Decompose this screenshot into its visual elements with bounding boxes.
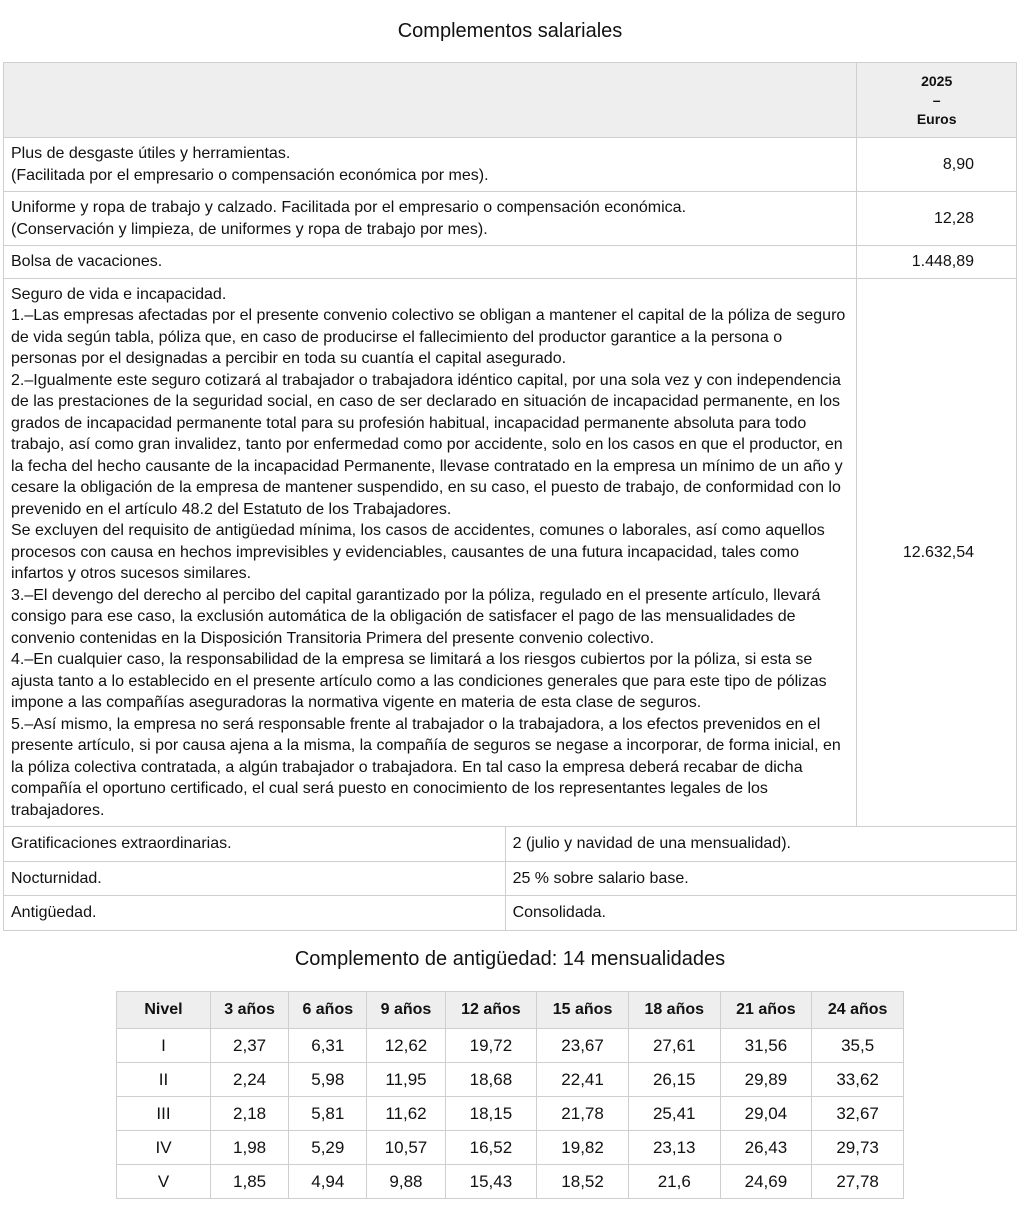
desc-line: 4.–En cualquier caso, la responsabilidad de la empresa se limitará a los riesgos cubiertos por la póliza, si esta se ajusta tanto a lo establecido en el presente artículo como a las condiciones generales que para este tipo de pólizas impone a las compañías aseguradoras la normativa vigente en materia de esta clase de seguros.: [11, 651, 827, 711]
desc-line: 1.–Las empresas afectadas por el presente convenio colectivo se obligan a mantener el capital de la póliza de seguro de vida según tabla, póliza que, en caso de producirse el fallecimiento del productor garantice a la persona o personas por el designadas a percibir en toda su cuantía el capital asegurado.: [11, 307, 846, 367]
value-cell: 2,18: [211, 1097, 289, 1131]
table-row: [4, 192, 1017, 246]
table-row: [4, 278, 1017, 827]
row-description: [4, 138, 857, 192]
value-cell: 21,78: [537, 1097, 629, 1131]
value-cell: 6,31: [289, 1029, 367, 1063]
column-header: 9 años: [367, 992, 445, 1029]
value-cell: 26,43: [720, 1131, 812, 1165]
column-header: 21 años: [720, 992, 812, 1029]
value-cell: 19,72: [445, 1029, 537, 1063]
value-cell: 33,62: [812, 1063, 904, 1097]
value-cell: 10,57: [367, 1131, 445, 1165]
value-cell: 18,68: [445, 1063, 537, 1097]
value-cell: 29,73: [812, 1131, 904, 1165]
desc-line: 3.–El devengo del derecho al percibo del capital garantizado por la póliza, regulado en el presente artículo, llevará consigo para ese caso, la exclusión automática de la obligación de satisfacer el pago de las mensualidades de convenio contenidas en la Disposición Transitoria Primera del presente convenio colectivo.: [11, 586, 821, 647]
value-cell: 24,69: [720, 1165, 812, 1199]
value-cell: 11,62: [367, 1097, 445, 1131]
value-cell: 5,29: [289, 1131, 367, 1165]
desc-line: 5.–Así mismo, la empresa no será responsable frente al trabajador o la trabajadora, a los efectos prevenidos en el presente artículo, si por causa ajena a la misma, la compañía de seguros se negase a incorporar, de forma inicial, en la póliza colectiva contratada, a algún trabajador o trabajadora. En tal caso la empresa deberá recabar de dicha compañía el oportuno certificado, el cual será puesto en conocimiento de los representantes legales de los trabajadores.: [11, 715, 841, 819]
value-cell: 31,56: [720, 1029, 812, 1063]
column-header: 18 años: [628, 992, 720, 1029]
value-cell: 32,67: [812, 1097, 904, 1131]
table-row: [4, 896, 1017, 931]
value-cell: 27,78: [812, 1165, 904, 1199]
table-header-row: [4, 63, 1017, 138]
table-row: [117, 1097, 904, 1131]
value-cell: 21,6: [628, 1165, 720, 1199]
antiguedad-title: Complemento de antigüedad: 14 mensualidades: [294, 948, 726, 970]
table-row: [4, 827, 1017, 862]
value-cell: 26,15: [628, 1063, 720, 1097]
complementos-title: Complementos salariales: [397, 20, 623, 42]
header-blank-cell: [4, 63, 857, 138]
complementos-table: [3, 62, 1017, 931]
value-cell: 22,41: [537, 1063, 629, 1097]
row-value: 8,90: [857, 138, 1017, 192]
desc-line: Uniforme y ropa de trabajo y calzado. Facilitada por el empresario o compensación económica.: [11, 199, 687, 216]
desc-line: Seguro de vida e incapacidad.: [11, 285, 227, 303]
column-header: 12 años: [445, 992, 537, 1029]
nivel-cell: III: [117, 1097, 211, 1131]
nivel-cell: V: [117, 1165, 211, 1199]
value-cell: 18,15: [445, 1097, 537, 1131]
table-row: [117, 1063, 904, 1097]
column-header: 24 años: [812, 992, 904, 1029]
row-value: 12,28: [857, 192, 1017, 246]
column-header: 6 años: [289, 992, 367, 1029]
value-cell: 15,43: [445, 1165, 537, 1199]
column-header: Nivel: [117, 992, 211, 1029]
nivel-cell: IV: [117, 1131, 211, 1165]
desc-line: (Facilitada por el empresario o compensación económica por mes).: [11, 166, 489, 184]
header-year-cell: [857, 63, 1017, 138]
value-cell: 27,61: [628, 1029, 720, 1063]
value-cell: 29,89: [720, 1063, 812, 1097]
column-header: 15 años: [537, 992, 629, 1029]
pair-value: 2 (julio y navidad de una mensualidad).: [505, 827, 1016, 862]
row-description: [4, 278, 857, 827]
value-cell: 11,95: [367, 1063, 445, 1097]
pair-label: Gratificaciones extraordinarias.: [4, 827, 506, 862]
pair-label: Nocturnidad.: [4, 861, 506, 896]
value-cell: 5,81: [289, 1097, 367, 1131]
table-row: [4, 246, 1017, 279]
row-value: 12.632,54: [857, 278, 1017, 827]
value-cell: 1,85: [211, 1165, 289, 1199]
value-cell: 5,98: [289, 1063, 367, 1097]
value-cell: 19,82: [537, 1131, 629, 1165]
value-cell: 23,13: [628, 1131, 720, 1165]
row-description: [4, 192, 857, 246]
pair-label: Antigüedad.: [4, 896, 506, 931]
value-cell: 18,52: [537, 1165, 629, 1199]
table-row: [117, 1029, 904, 1063]
pair-value: 25 % sobre salario base.: [505, 861, 1016, 896]
header-dash: –: [932, 91, 941, 108]
table-row: [4, 861, 1017, 896]
value-cell: 9,88: [367, 1165, 445, 1199]
antiguedad-table: [116, 991, 904, 1199]
desc-line: Se excluyen del requisito de antigüedad mínima, los casos de accidentes, comunes o laborales, así como aquellos procesos con causa en hechos imprevisibles y evidenciables, causantes de una futura incapacidad, tales como infartos y otros sucesos similares.: [11, 522, 825, 582]
table-row: [117, 1131, 904, 1165]
desc-line: (Conservación y limpieza, de uniformes y ropa de trabajo por mes).: [11, 220, 488, 238]
row-description: Bolsa de vacaciones.: [4, 246, 857, 279]
header-year: 2025: [921, 72, 953, 89]
value-cell: 2,24: [211, 1063, 289, 1097]
nivel-cell: I: [117, 1029, 211, 1063]
pair-value: Consolidada.: [505, 896, 1016, 931]
value-cell: 2,37: [211, 1029, 289, 1063]
table-header-row: [117, 992, 904, 1029]
desc-line: Plus de desgaste útiles y herramientas.: [11, 145, 291, 162]
table-row: [4, 138, 1017, 192]
value-cell: 12,62: [367, 1029, 445, 1063]
header-unit: Euros: [916, 110, 957, 127]
nivel-cell: II: [117, 1063, 211, 1097]
column-header: 3 años: [211, 992, 289, 1029]
value-cell: 25,41: [628, 1097, 720, 1131]
desc-line: 2.–Igualmente este seguro cotizará al trabajador o trabajadora idéntico capital, por una sola vez y con independencia de las prestaciones de la seguridad social, en caso de ser declarado en situación de incapacidad permanente, en los grados de incapacidad permanente total para su profesión habitual, incapacidad permanente absoluta para todo trabajo, así como gran invalidez, tanto por enfermedad como por accidente, solo en los casos en que el productor, en la fecha del hecho causante de la incapacidad Permanente, llevase contratado en la empresa un mínimo de un año y cesare la obligación de la empresa de mantener suspendido, en su caso, el puesto de trabajo, de conformidad con lo prevenido en el artículo 48.2 del Estatuto de los Trabajadores.: [11, 371, 843, 518]
value-cell: 4,94: [289, 1165, 367, 1199]
value-cell: 23,67: [537, 1029, 629, 1063]
table-row: [117, 1165, 904, 1199]
value-cell: 29,04: [720, 1097, 812, 1131]
value-cell: 35,5: [812, 1029, 904, 1063]
value-cell: 16,52: [445, 1131, 537, 1165]
row-value: 1.448,89: [857, 246, 1017, 279]
value-cell: 1,98: [211, 1131, 289, 1165]
